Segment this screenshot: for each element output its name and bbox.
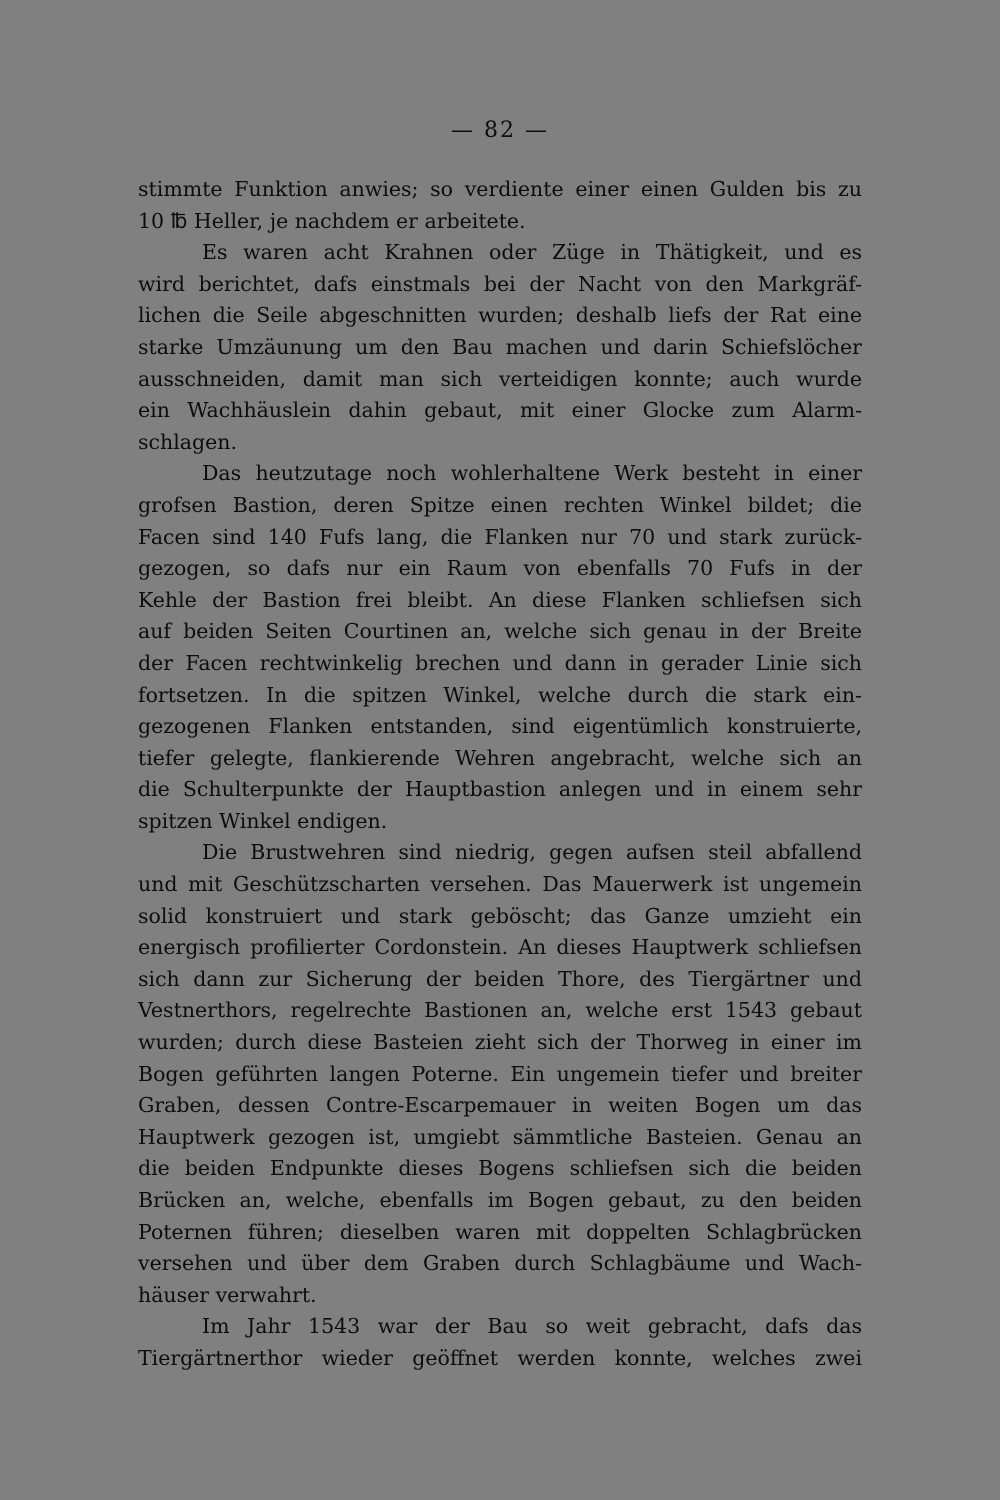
- text-line: wurden; durch diese Basteien zieht sich der Thorweg in einer im: [138, 1030, 862, 1055]
- text-line: Vestnerthors, regelrechte Bastionen an, welche erst 1543 gebaut: [138, 998, 862, 1023]
- text-line: der Facen rechtwinkelig brechen und dann in gerader Linie sich: [138, 650, 862, 675]
- text-line: tiefer gelegte, flankierende Wehren angebracht, welche sich an: [138, 745, 862, 770]
- text-line: Graben, dessen Contre-Escarpemauer in weiten Bogen um das: [138, 1093, 862, 1118]
- text-line: Im Jahr 1543 war der Bau so weit gebracht, dafs das: [202, 1314, 862, 1339]
- text-line: Hauptwerk gezogen ist, umgiebt sämmtliche Basteien. Genau an: [138, 1124, 862, 1149]
- text-line: und mit Geschützscharten versehen. Das Mauerwerk ist ungemein: [138, 872, 862, 897]
- text-line: solid konstruiert und stark geböscht; das Ganze umzieht ein: [138, 903, 862, 928]
- text-line: sich dann zur Sicherung der beiden Thore, des Tiergärtner und: [138, 966, 862, 991]
- text-line: Brücken an, welche, ebenfalls im Bogen gebaut, zu den beiden: [138, 1188, 862, 1212]
- page-number: — 82 —: [451, 118, 549, 143]
- text-line: energisch profilierter Cordonstein. An dieses Hauptwerk schliefsen: [138, 935, 862, 960]
- text-line: die beiden Endpunkte dieses Bogens schliefsen sich die beiden: [138, 1156, 862, 1181]
- text-line: Kehle der Bastion frei bleibt. An diese Flanken schliefsen sich: [138, 587, 862, 612]
- text-line: stimmte Funktion anwies; so verdiente einer einen Gulden bis zu: [138, 177, 862, 201]
- text-line: Die Brustwehren sind niedrig, gegen aufsen steil abfallend: [202, 840, 862, 865]
- text-line: auf beiden Seiten Courtinen an, welche sich genau in der Breite: [138, 619, 862, 644]
- text-line: spitzen Winkel endigen.: [138, 808, 388, 833]
- text-line: starke Umzäunung um den Bau machen und darin Schiefslöcher: [138, 334, 862, 359]
- text-line: schlagen.: [138, 429, 237, 454]
- text-line: wird berichtet, dafs einstmals bei der Nacht von den Markgräf-: [138, 271, 862, 296]
- text-line: versehen und über dem Graben durch Schlagbäume und Wach-: [138, 1251, 862, 1276]
- body-text: [138, 174, 862, 1375]
- text-line: gezogenen Flanken entstanden, sind eigentümlich konstruierte,: [138, 714, 862, 739]
- text-line: Poternen führen; dieselben waren mit doppelten Schlagbrücken: [138, 1219, 862, 1244]
- text-line: Bogen geführten langen Poterne. Ein ungemein tiefer und breiter: [138, 1061, 862, 1086]
- text-line: Tiergärtnerthor wieder geöffnet werden konnte, welches zwei: [138, 1345, 862, 1370]
- text-line: 10 ℔ Heller, je nachdem er arbeitete.: [138, 208, 526, 233]
- text-line: die Schulterpunkte der Hauptbastion anlegen und in einem sehr: [138, 777, 862, 802]
- text-line: fortsetzen. In die spitzen Winkel, welche durch die stark ein-: [138, 682, 862, 707]
- text-line: Es waren acht Krahnen oder Züge in Thätigkeit, und es: [202, 240, 862, 265]
- text-line: ausschneiden, damit man sich verteidigen konnte; auch wurde: [138, 366, 862, 391]
- text-line: grofsen Bastion, deren Spitze einen rechten Winkel bildet; die: [138, 492, 862, 517]
- text-line: gezogen, so dafs nur ein Raum von ebenfalls 70 Fufs in der: [138, 556, 862, 581]
- text-line: Facen sind 140 Fufs lang, die Flanken nur 70 und stark zurück-: [138, 524, 862, 549]
- text-line: lichen die Seile abgeschnitten wurden; deshalb liefs der Rat eine: [138, 303, 862, 328]
- text-line: häuser verwahrt.: [138, 1282, 317, 1307]
- text-line: Das heutzutage noch wohlerhaltene Werk besteht in einer: [202, 461, 862, 486]
- text-line: ein Wachhäuslein dahin gebaut, mit einer Glocke zum Alarm-: [138, 398, 862, 423]
